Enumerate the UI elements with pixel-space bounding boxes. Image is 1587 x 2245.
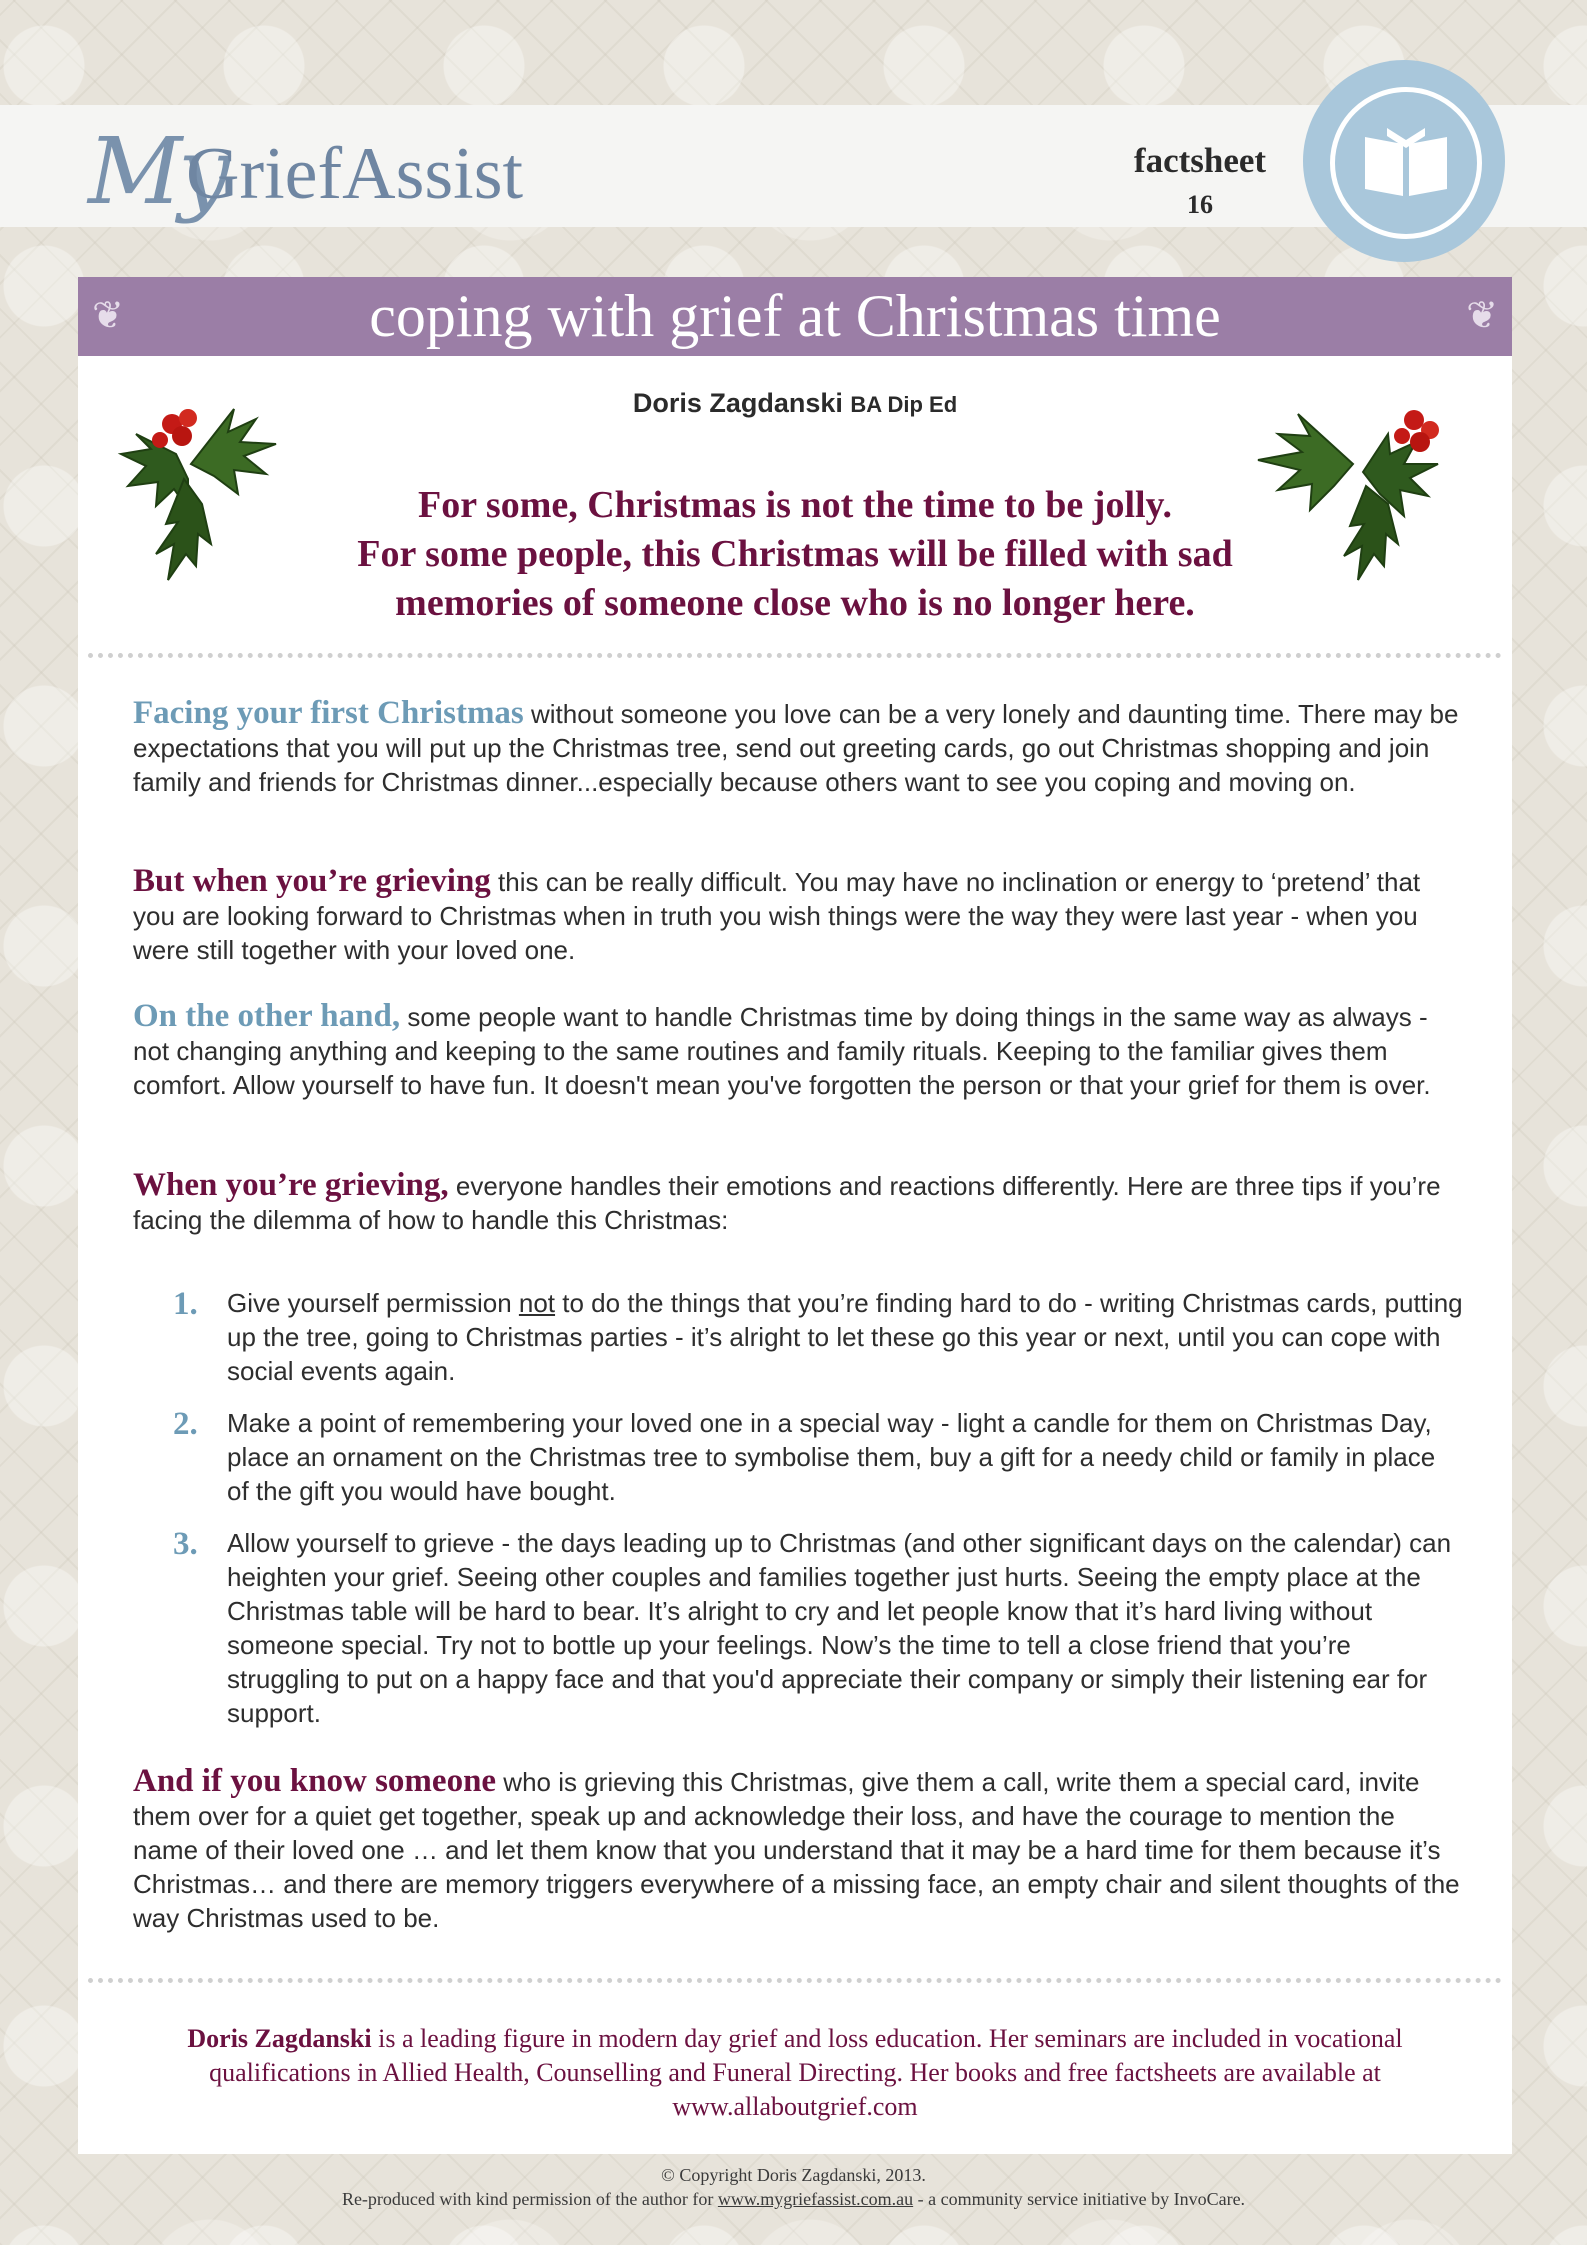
paragraph-lead: On the other hand, bbox=[133, 998, 401, 1034]
holly-left-icon bbox=[116, 394, 286, 584]
content-panel bbox=[78, 356, 1512, 2154]
footer bbox=[0, 2163, 1587, 2211]
intro-quote bbox=[278, 481, 1312, 628]
factsheet-badge bbox=[1303, 60, 1505, 262]
tip-item-1 bbox=[173, 1286, 1463, 1396]
author-bio bbox=[138, 2022, 1452, 2124]
paragraph-closing bbox=[133, 1764, 1463, 1935]
paragraph-when-grieving bbox=[133, 864, 1463, 967]
factsheet-label: factsheet bbox=[1133, 141, 1267, 180]
tip-text-after: to do the things that you’re finding hard to do - writing Christmas cards, putting up the tree, going to Christmas parties - it’s alright to let these go this year or next, until you can cope with social events again. bbox=[227, 1288, 1463, 1386]
paragraph-other-hand bbox=[133, 999, 1463, 1102]
author-name: Doris Zagdanski bbox=[632, 388, 843, 418]
tip-text bbox=[227, 1286, 1463, 1388]
badge-ring bbox=[1330, 87, 1482, 239]
intro-line: memories of someone close who is no longer here. bbox=[395, 582, 1195, 624]
intro-line: For some people, this Christmas will be filled with sad bbox=[357, 533, 1233, 575]
tip-item-2 bbox=[173, 1406, 1463, 1516]
paragraph-text: some people want to handle Christmas time by doing things in the same way as always - not changing anything and keeping to the same routines and family rituals. Keeping to the familiar gives them comfort. Allow yourself to have fun. It doesn't mean you've forgotten the person or that your grief for them is over. bbox=[133, 1002, 1431, 1100]
paragraph-text: without someone you love can be a very lonely and daunting time. There may be expectations that you will put up the Christmas tree, send out greeting cards, go out Christmas shopping and join family and friends for Christmas dinner...especially because others want to see you coping and moving on. bbox=[133, 699, 1459, 797]
tip-text-before: Give yourself permission bbox=[227, 1288, 519, 1318]
mygriefassist-logo bbox=[88, 118, 548, 258]
tip-number: 2. bbox=[173, 1406, 198, 1442]
paragraph-lead: And if you know someone bbox=[133, 1763, 497, 1799]
footer-reproduced-before: Re-produced with kind permission of the author for bbox=[341, 2189, 718, 2209]
paragraph-text: who is grieving this Christmas, give them a call, write them a special card, invite them over for a quiet get together, speak up and acknowledge their loss, and have the courage to mention the name of their loved one … and let them know that you understand that it may be a hard time for them because it’s Christmas… and there are memory triggers everywhere of a missing face, an empty chair and silent thoughts of the way Christmas used to be. bbox=[133, 1767, 1460, 1933]
paragraph-lead: But when you’re grieving bbox=[133, 863, 491, 899]
paragraph-lead: Facing your first Christmas bbox=[133, 695, 524, 731]
paragraph-tips-intro bbox=[133, 1168, 1463, 1237]
footer-reproduced-after: - a community service initiative by InvoCare. bbox=[913, 2189, 1246, 2209]
paragraph-first-christmas bbox=[133, 696, 1463, 799]
title-bar bbox=[78, 277, 1512, 356]
intro-line: For some, Christmas is not the time to be jolly. bbox=[418, 484, 1172, 526]
tip-item-3 bbox=[173, 1526, 1463, 1736]
dotted-divider bbox=[88, 1978, 1502, 1983]
dotted-divider bbox=[88, 653, 1502, 658]
title-ornament-right-icon: ❦ bbox=[1466, 293, 1498, 337]
bio-text: is a leading figure in modern day grief and loss education. Her seminars are included in vocational qualifications in Allied Health, Counselling and Funeral Directing. Her books and free factsheets are available at www.allaboutgrief.com bbox=[209, 2024, 1403, 2121]
footer-copyright: © Copyright Doris Zagdanski, 2013. bbox=[661, 2165, 926, 2185]
paragraph-text: everyone handles their emotions and reactions differently. Here are three tips if you’re facing the dilemma of how to handle this Christmas: bbox=[133, 1171, 1441, 1235]
paragraph-lead: When you’re grieving, bbox=[133, 1167, 449, 1203]
title-ornament-left-icon: ❦ bbox=[92, 293, 124, 337]
bio-name: Doris Zagdanski bbox=[187, 2024, 372, 2053]
factsheet-number: 16 bbox=[1187, 190, 1213, 219]
footer-website-link[interactable]: www.mygriefassist.com.au bbox=[717, 2189, 914, 2209]
page-title: coping with grief at Christmas time bbox=[369, 283, 1221, 349]
footer-reproduced bbox=[0, 2187, 1587, 2211]
tip-text: Make a point of remembering your loved one in a special way - light a candle for them on Christmas Day, place an ornament on the Christmas tree to symbolise them, buy a gift for a needy child or family in place of the gift you would have bought. bbox=[227, 1408, 1436, 1506]
logo-griefassist: GriefAssist bbox=[186, 133, 524, 215]
open-book-icon bbox=[1335, 92, 1477, 234]
author-credentials: BA Dip Ed bbox=[850, 392, 958, 417]
tip-number: 3. bbox=[173, 1526, 198, 1562]
tip-number: 1. bbox=[173, 1286, 198, 1322]
tip-text: Allow yourself to grieve - the days leading up to Christmas (and other significant days on the calendar) can heighten your grief. Seeing other couples and families together just hurts. Seeing the empty place at the Christmas table will be hard to bear. It’s alright to cry and let people know that it’s hard living without someone special. Try not to bottle up your feelings. Now’s the time to tell a close friend that you’re struggling to put on a happy face and that you'd appreciate their company or simply their listening ear for support. bbox=[227, 1528, 1452, 1728]
tip-emphasis: not bbox=[518, 1288, 556, 1318]
paragraph-text: this can be really difficult. You may have no inclination or energy to ‘pretend’ that you are looking forward to Christmas when in truth you wish things were the way they were last year - when you were still together with your loved one. bbox=[133, 867, 1421, 965]
logo-my: My bbox=[88, 118, 227, 225]
